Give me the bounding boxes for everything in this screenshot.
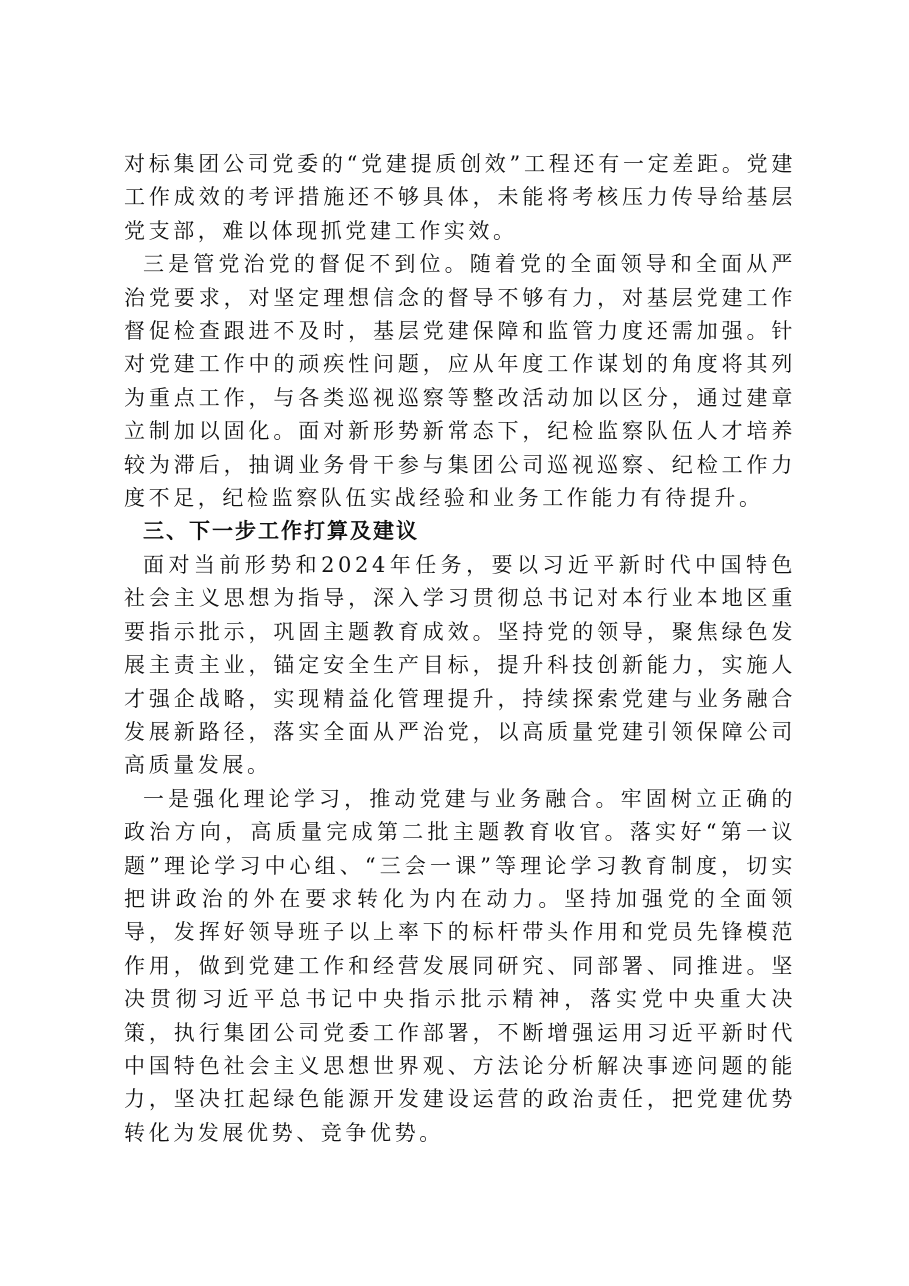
paragraph-gap-assessment: 对标集团公司党委的“党建提质创效”工程还有一定差距。党建工作成效的考评措施还不够具体，未能将考核压力传导给基层党支部，难以体现抓党建工作实效。 (124, 152, 796, 243)
paragraph-next-steps-overview: 面对当前形势和2024年任务，要以习近平新时代中国特色社会主义思想为指导，深入学习贯彻总书记对本行业本地区重要指示批示，巩固主题教育成效。坚持党的领导，聚焦绿色发展主责主业，锚定安全生产目标，提升科技创新能力，实施人才强企战略，实现精益化管理提升，持续探索党建与业务融合发展新路径，落实全面从严治党，以高质量党建引领保障公司高质量发展。 (124, 552, 796, 778)
section-heading-next-steps: 三、下一步工作打算及建议 (143, 519, 419, 544)
document-page (124, 148, 796, 1150)
paragraph-supervision-issue: 三是管党治党的督促不到位。随着党的全面领导和全面从严治党要求，对坚定理想信念的督导不够有力，对基层党建工作督促检查跟进不及时，基层党建保障和监管力度还需加强。针对党建工作中的顽疾性问题，应从年度工作谋划的角度将其列为重点工作，与各类巡视巡察等整改活动加以区分，通过建章立制加以固化。面对新形势新常态下，纪检监察队伍人才培养较为滞后，抽调业务骨干参与集团公司巡视巡察、纪检工作力度不足，纪检监察队伍实战经验和业务工作能力有待提升。 (124, 252, 796, 511)
paragraph-theory-study: 一是强化理论学习，推动党建与业务融合。牢固树立正确的政治方向，高质量完成第二批主题教育收官。落实好“第一议题”理论学习中心组、“三会一课”等理论学习教育制度，切实把讲政治的外在要求转化为内在动力。坚持加强党的全面领导，发挥好领导班子以上率下的标杆带头作用和党员先锋模范作用，做到党建工作和经营发展同研究、同部署、同推进。坚决贯彻习近平总书记中央指示批示精神，落实党中央重大决策，执行集团公司党委工作部署，不断增强运用习近平新时代中国特色社会主义思想世界观、方法论分析解决事迹问题的能力，坚决扛起绿色能源开发建设运营的政治责任，把党建优势转化为发展优势、竞争优势。 (124, 786, 796, 1145)
